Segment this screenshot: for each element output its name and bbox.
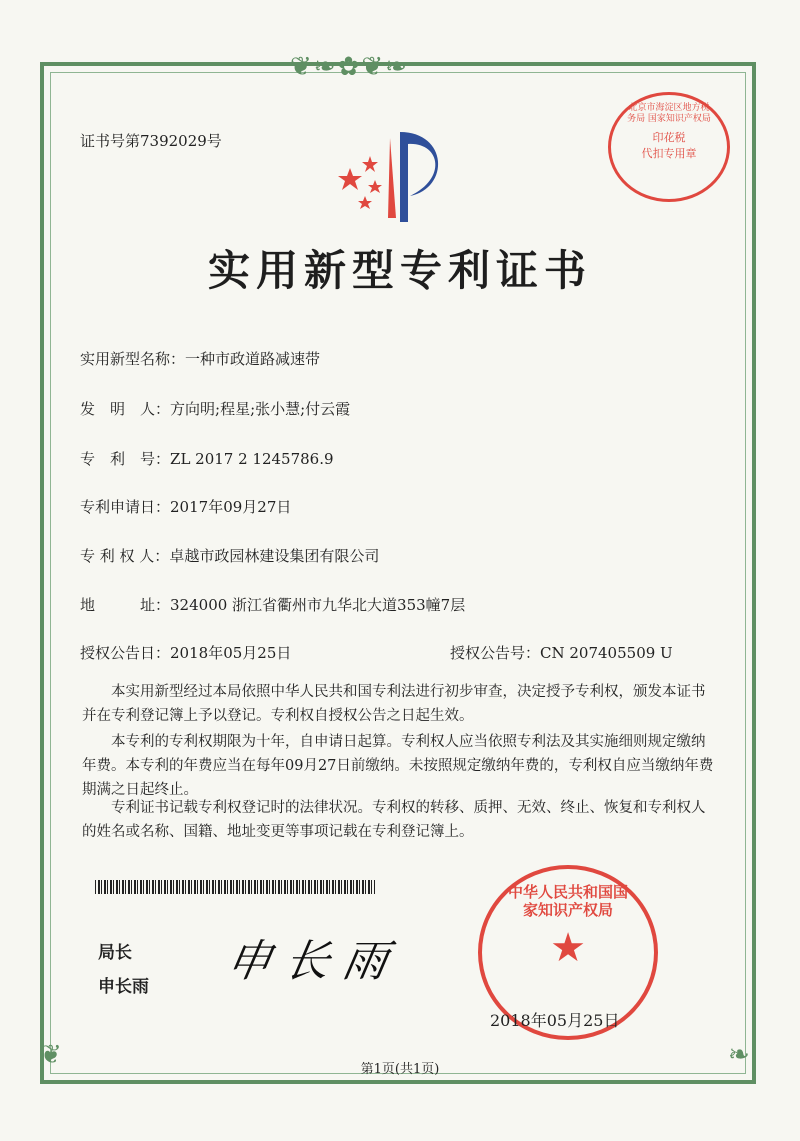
label: 地 址：	[80, 596, 171, 614]
national-emblem-icon: ★	[550, 925, 586, 971]
field-patent-number	[80, 448, 334, 469]
label: 发 明 人：	[80, 400, 171, 418]
field-grant-number	[450, 642, 673, 663]
paragraph: 专利证书记载专利权登记时的法律状况。专利权的转移、质押、无效、终止、恢复和专利权人的姓名或名称、国籍、地址变更等事项记载在专利登记簿上。	[82, 800, 706, 840]
corner-ornament-left: ❦	[40, 1040, 64, 1070]
label: 专利申请日：	[80, 498, 171, 516]
patent-number: ZL 2017 2 1245786.9	[170, 450, 334, 468]
field-name	[80, 348, 320, 369]
signatory-name: 申长雨	[98, 977, 149, 997]
tax-stamp-ring-text: 北京市海淀区地方税务局 国家知识产权局	[627, 103, 711, 124]
filing-date: 2017年09月27日	[170, 498, 292, 516]
grant-number: CN 207405509 U	[540, 644, 673, 662]
certificate-number: 证书号第7392029号	[80, 132, 222, 150]
label: 授权公告号：	[450, 644, 541, 662]
stamp-date: 2018年05月25日	[490, 1011, 620, 1030]
signature	[222, 925, 407, 989]
field-filing-date	[80, 496, 291, 517]
signature-text: 申长雨	[222, 936, 406, 987]
grant-date: 2018年05月25日	[170, 644, 292, 662]
label: 专 利 权 人：	[80, 547, 170, 565]
patentee: 卓越市政园林建设集团有限公司	[169, 547, 380, 565]
patent-office-logo-icon	[330, 118, 460, 228]
address: 324000 浙江省衢州市九华北大道353幢7层	[170, 596, 466, 614]
paragraph: 本实用新型经过本局依照中华人民共和国专利法进行初步审查，决定授予专利权，颁发本证书并在专利登记簿上予以登记。专利权自授权公告之日起生效。	[82, 684, 706, 724]
top-ornament: ❦❧✿❦❧	[290, 52, 409, 82]
field-inventor	[80, 398, 350, 419]
paragraph: 本专利的专利权期限为十年，自申请日起算。专利权人应当依照专利法及其实施细则规定缴纳年费。本专利的年费应当在每年09月27日前缴纳。未按照规定缴纳年费的，专利权自应当缴纳年费期满之日起终止。	[82, 734, 714, 798]
page-footer: 第1页(共1页)	[360, 1062, 440, 1077]
office-seal-ring-text: 中华人民共和国国家知识产权局	[507, 883, 628, 919]
label: 专 利 号：	[80, 450, 171, 468]
utility-model-name: 一种市政道路减速带	[185, 350, 321, 368]
field-grant-date	[80, 642, 291, 663]
tax-stamp-center-2: 代扣专用章	[641, 147, 697, 160]
certificate-title: 实用新型专利证书	[207, 246, 592, 295]
corner-ornament-right: ❧	[728, 1040, 752, 1070]
signatory-role: 局长	[98, 943, 132, 963]
tax-stamp	[608, 92, 730, 202]
barcode	[95, 880, 375, 894]
field-address	[80, 594, 465, 615]
tax-stamp-center-1: 印花税	[652, 131, 686, 144]
label: 实用新型名称：	[80, 350, 186, 368]
field-patentee	[80, 545, 379, 566]
inventors: 方向明;程星;张小慧;付云霞	[170, 400, 351, 418]
label: 授权公告日：	[80, 644, 171, 662]
